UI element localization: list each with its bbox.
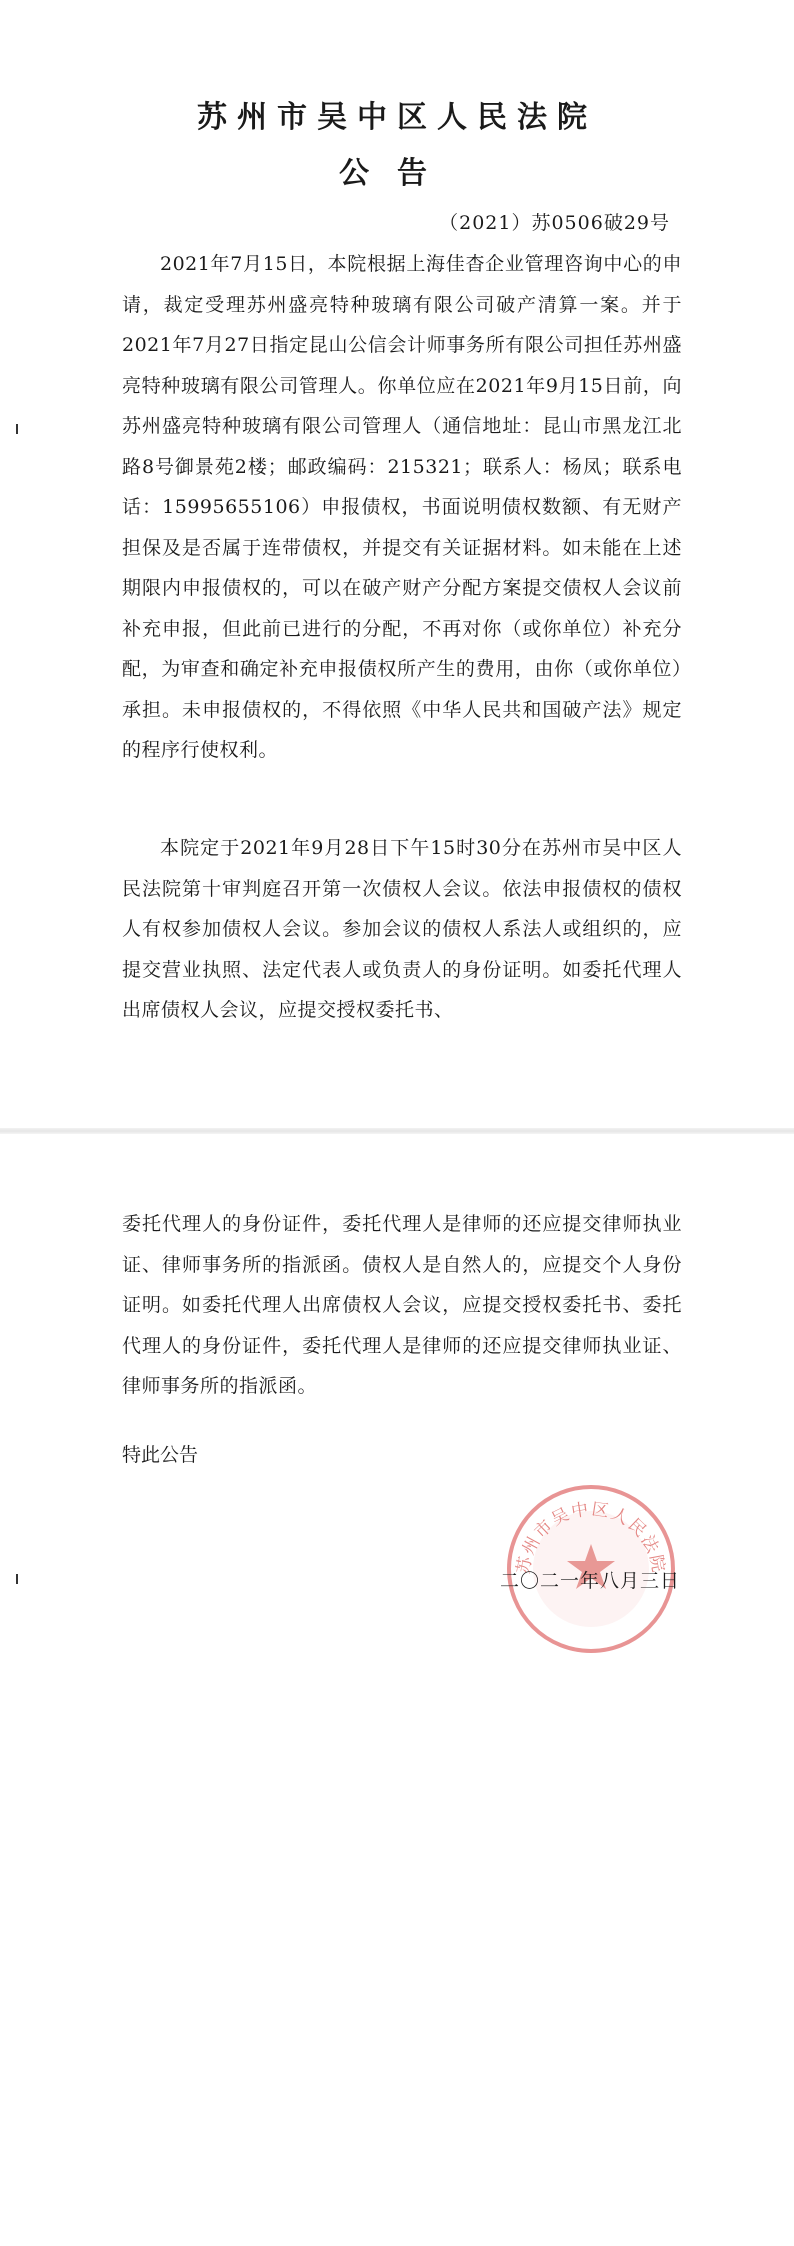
seal-lettering: 苏州市吴中区人民法院	[513, 1499, 669, 1576]
closing-phrase: 特此公告	[122, 1444, 199, 1466]
court-name-title: 苏州市吴中区人民法院	[197, 100, 597, 135]
notice-paragraph-proxy	[122, 1204, 682, 1407]
notice-paragraph-meeting	[122, 828, 682, 1031]
case-number: （2021）苏0506破29号	[439, 212, 670, 234]
paragraph-text: 本院定于2021年9月28日下午15时30分在苏州市吴中区人民法院第十审判庭召开第一次债权人会议。依法申报债权的债权人有权参加债权人会议。参加会议的债权人系法人或组织的，应提交营业执照、法定代表人或负责人的身份证明。如委托代理人出席债权人会议，应提交授权委托书、	[122, 837, 682, 1021]
page-break-divider	[0, 1128, 794, 1134]
paragraph-text: 委托代理人的身份证件，委托代理人是律师的还应提交律师执业证、律师事务所的指派函。债权人是自然人的，应提交个人身份证明。如委托代理人出席债权人会议，应提交授权委托书、委托代理人的身份证件，委托代理人是律师的还应提交律师执业证、律师事务所的指派函。	[122, 1213, 682, 1397]
paragraph-text: 2021年7月15日，本院根据上海佳杳企业管理咨询中心的申请，裁定受理苏州盛亮特种玻璃有限公司破产清算一案。并于2021年7月27日指定昆山公信会计师事务所有限公司担任苏州盛亮特种玻璃有限公司管理人。你单位应在2021年9月15日前，向苏州盛亮特种玻璃有限公司管理人（通信地址：昆山市黑龙江北路8号御景苑2楼；邮政编码：215321；联系人：杨凤；联系电话：15995655106）申报债权，书面说明债权数额、有无财产担保及是否属于连带债权，并提交有关证据材料。如未能在上述期限内申报债权的，可以在破产财产分配方案提交债权人会议前补充申报，但此前已进行的分配，不再对你（或你单位）补充分配，为审查和确定补充申报债权所产生的费用，由你（或你单位）承担。未申报债权的，不得依照《中华人民共和国破产法》规定的程序行使权利。	[122, 253, 682, 761]
scan-mark	[16, 1574, 18, 1584]
notice-paragraph-claims	[122, 244, 682, 771]
scan-mark	[16, 424, 18, 434]
issue-date: 二〇二一年八月三日	[499, 1570, 680, 1592]
document-type-heading: 公告	[339, 156, 455, 191]
